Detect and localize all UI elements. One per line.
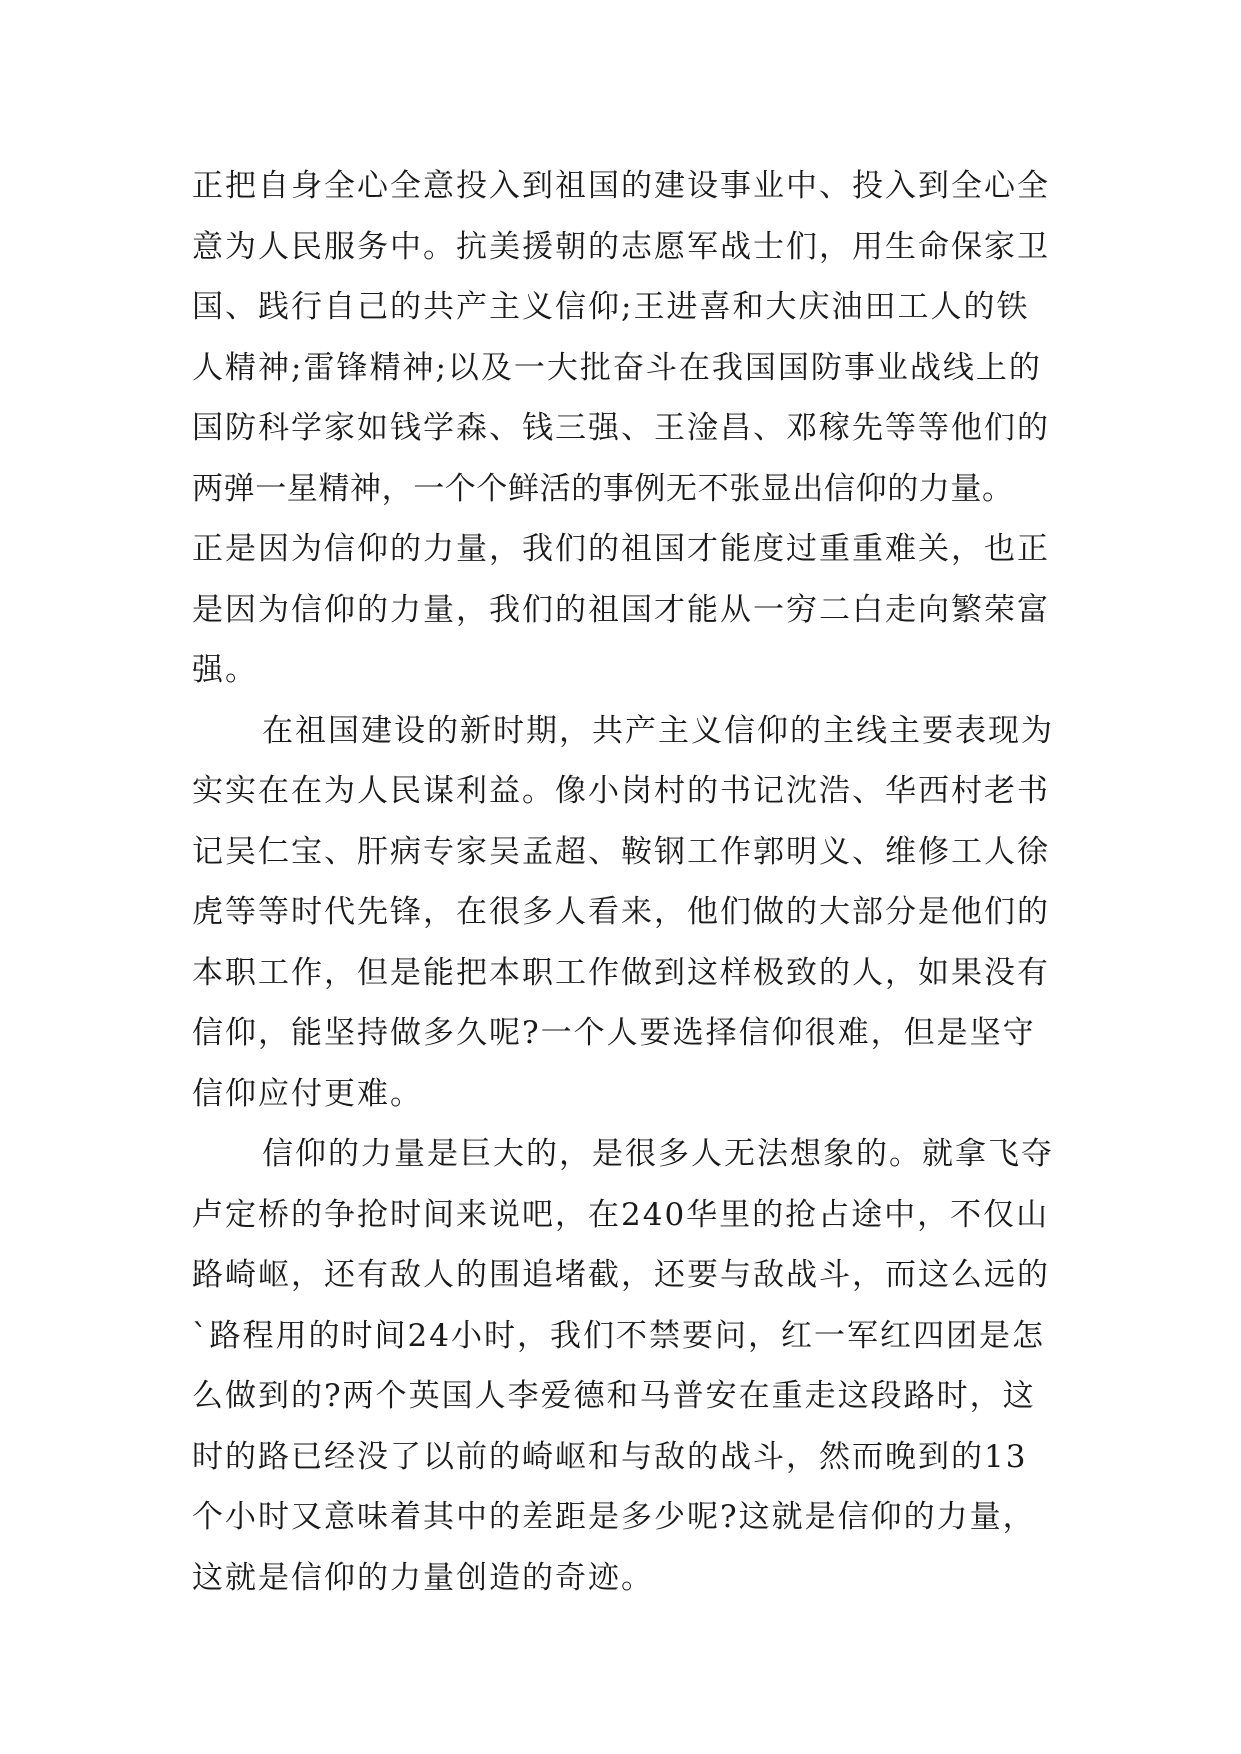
text-line: 这就是信仰的力量创造的奇迹。 — [192, 1559, 654, 1596]
text-line: 正是因为信仰的力量，我们的祖国才能度过重重难关，也正 — [192, 531, 1050, 567]
text-line: 个小时又意味着其中的差距是多少呢?这就是信仰的力量， — [192, 1499, 1036, 1535]
text-line: 记吴仁宝、肝病专家吴孟超、鞍钢工作郭明义、维修工人徐 — [192, 833, 1050, 870]
text-line: 时的路已经没了以前的崎岖和与敌的战斗，然而晚到的13 — [192, 1438, 1028, 1475]
text-line: 人精神;雷锋精神;以及一大批奋斗在我国国防事业战线上的 — [192, 349, 1042, 386]
text-line: 路崎岖，还有敌人的围追堵截，还要与敌战斗，而这么远的 — [192, 1257, 1050, 1293]
text-line: 实实在在为人民谋利益。像小岗村的书记沈浩、华西村老书 — [192, 773, 1050, 809]
body-text — [192, 156, 1062, 1608]
text-line: 两弹一星精神，一个个鲜活的事例无不张显出信仰的力量。 — [192, 470, 1014, 507]
text-line: 信仰，能坚持做多久呢?一个人要选择信仰很难，但是坚守 — [192, 1015, 1036, 1051]
text-line: 本职工作，但是能把本职工作做到这样极致的人，如果没有 — [192, 954, 1050, 991]
text-line: 国防科学家如钱学森、钱三强、王淦昌、邓稼先等等他们的 — [192, 410, 1050, 446]
text-line: 虎等等时代先锋，在很多人看来，他们做的大部分是他们的 — [192, 894, 1050, 930]
text-line: 是因为信仰的力量，我们的祖国才能从一穷二白走向繁荣富 — [192, 591, 1050, 628]
text-line: 信仰应付更难。 — [192, 1075, 423, 1112]
text-line: 么做到的?两个英国人李爱德和马普安在重走这段路时，这 — [192, 1378, 1036, 1414]
text-line: `路程用的时间24小时，我们不禁要问，红一军红四团是怎 — [192, 1317, 1045, 1354]
text-line: 国、践行自己的共产主义信仰;王进喜和大庆油田工人的铁 — [192, 289, 1030, 325]
text-line: 正把自身全心全意投入到祖国的建设事业中、投入到全心全 — [192, 168, 1050, 204]
paragraph-first-line: 在祖国建设的新时期，共产主义信仰的主线主要表现为 — [262, 712, 1054, 749]
text-line: 意为人民服务中。抗美援朝的志愿军战士们，用生命保家卫 — [192, 228, 1050, 265]
text-line: 强。 — [192, 652, 258, 688]
paragraph-first-line: 信仰的力量是巨大的，是很多人无法想象的。就拿飞夺 — [262, 1136, 1054, 1172]
text-line: 卢定桥的争抢时间来说吧，在240华里的抢占途中，不仅山 — [192, 1196, 1050, 1233]
